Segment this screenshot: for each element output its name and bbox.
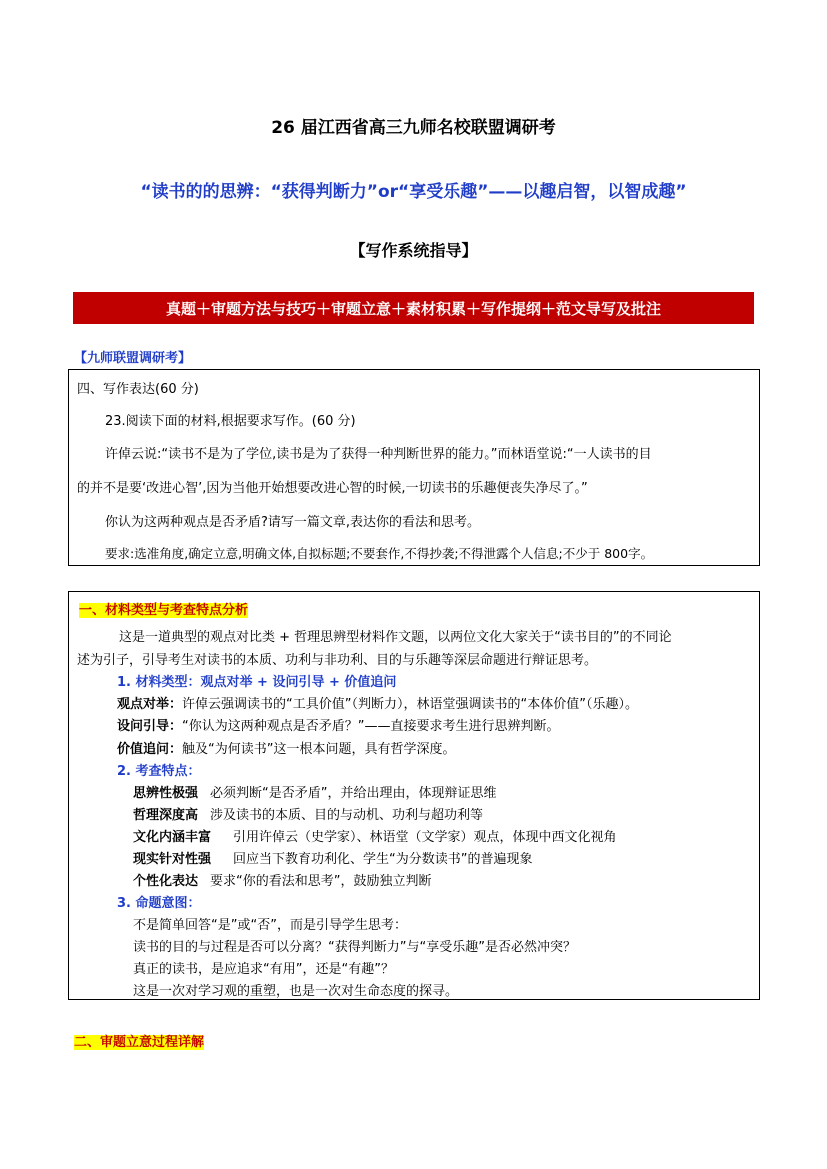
analysis-heading	[79, 599, 248, 618]
s1-item-c-text: 触及“为何读书”这一根本问题，具有哲学深度。	[182, 742, 456, 757]
feature-1	[133, 782, 497, 801]
material-line-2: 的并不是要‘改进心智’,因为当他开始想要改进心智的时候,一切读书的乐趣便丧失净尽了。”	[77, 481, 588, 496]
page-title: 26 届江西省高三九师名校联盟调研考	[271, 118, 556, 138]
feature-5-text: 要求“你的看法和思考”，鼓励独立判断	[210, 874, 432, 889]
s1-item-c-label: 价值追问：	[117, 742, 183, 757]
next-section-heading	[74, 1031, 204, 1050]
feature-4	[133, 848, 533, 867]
material-line-1: 许倬云说:“读书不是为了学位,读书是为了获得一种判断世界的能力。”而林语堂说:“一人读书的目	[105, 447, 652, 462]
feature-1-label: 思辨性极强	[133, 786, 199, 801]
s1-item-c	[117, 738, 456, 757]
content-banner	[73, 292, 754, 324]
intent-line-1: 不是简单回答“是”或“否”，而是引导学生思考：	[133, 918, 407, 933]
requirement-line: 要求:选准角度,确定立意,明确文体,自拟标题;不要套作,不得抄袭;不得泄露个人信息;不少于 800字。	[105, 546, 654, 561]
s2-title: 2. 考查特点：	[117, 764, 201, 779]
intent-line-2: 读书的目的与过程是否可以分离？“获得判断力”与“享受乐趣”是否必然冲突？	[133, 940, 576, 955]
feature-1-text: 必须判断“是否矛盾”，并给出理由，体现辩证思维	[210, 786, 497, 801]
page-subtitle: “读书的的思辨：“获得判断力”or“享受乐趣”——以趣启智，以智成趣”	[140, 182, 687, 202]
analysis-box	[68, 591, 760, 1000]
feature-5-label: 个性化表达	[133, 874, 199, 889]
s1-item-b-label: 设问引导：	[117, 719, 183, 734]
feature-2-text: 涉及读书的本质、目的与动机、功利与超功利等	[210, 808, 484, 823]
s1-item-b	[117, 715, 560, 734]
analysis-heading-text: 一、材料类型与考查特点分析	[79, 603, 249, 618]
exam-question-box	[68, 369, 760, 566]
intent-line-3: 真正的读书，是应追求“有用”，还是“有趣”？	[133, 962, 394, 977]
feature-3-label: 文化内涵丰富	[133, 830, 212, 845]
feature-4-label: 现实针对性强	[133, 852, 212, 867]
s1-item-a-label: 观点对举：	[117, 697, 183, 712]
exam-heading: 四、写作表达(60 分)	[77, 382, 199, 397]
feature-3	[133, 826, 617, 845]
intro-line-1: 这是一道典型的观点对比类 + 哲理思辨型材料作文题，以两位文化大家关于“读书目的”的不同论	[119, 630, 672, 645]
feature-4-text: 回应当下教育功利化、学生“为分数读书”的普遍现象	[233, 852, 533, 867]
banner-text: 真题＋审题方法与技巧＋审题立意＋素材积累＋写作提纲＋范文导写及批注	[165, 299, 661, 318]
feature-5	[133, 870, 432, 889]
section-heading: 【写作系统指导】	[349, 241, 478, 260]
s1-title: 1. 材料类型：观点对举 + 设问引导 + 价值追问	[117, 675, 397, 690]
feature-3-text: 引用许倬云（史学家）、林语堂（文学家）观点，体现中西文化视角	[233, 830, 617, 845]
s3-title: 3. 命题意图：	[117, 896, 201, 911]
next-section-text: 二、审题立意过程详解	[74, 1035, 205, 1050]
s1-item-b-text: “你认为这两种观点是否矛盾？”——直接要求考生进行思辨判断。	[182, 719, 560, 734]
intent-line-4: 这是一次对学习观的重塑，也是一次对生命态度的探寻。	[133, 984, 459, 999]
intro-line-2: 述为引子，引导考生对读书的本质、功利与非功利、目的与乐趣等深层命题进行辩证思考。	[77, 653, 598, 668]
feature-2	[133, 804, 483, 823]
s1-item-a-text: 许倬云强调读书的“工具价值”（判断力），林语堂强调读书的“本体价值”（乐趣）。	[182, 697, 638, 712]
exam-tag: 【九师联盟调研考】	[74, 351, 192, 366]
s1-item-a	[117, 693, 638, 712]
question-line: 23.阅读下面的材料,根据要求写作。(60 分)	[105, 414, 356, 429]
prompt-line: 你认为这两种观点是否矛盾?请写一篇文章,表达你的看法和思考。	[105, 515, 481, 530]
feature-2-label: 哲理深度高	[133, 808, 199, 823]
